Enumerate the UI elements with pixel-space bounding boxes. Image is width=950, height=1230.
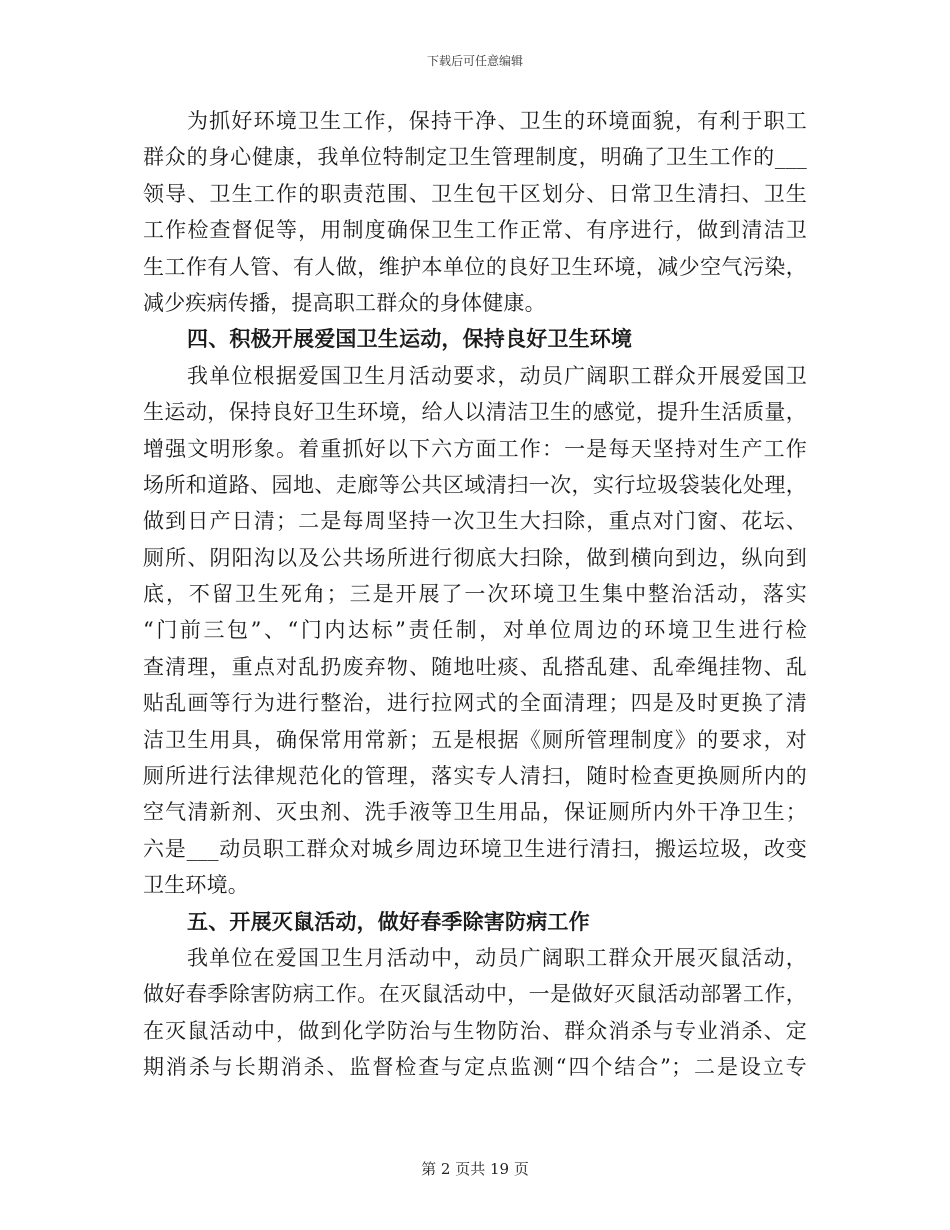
paragraph-line: 增强文明形象。着重抓好以下六方面工作：一是每天坚持对生产工作	[143, 436, 807, 461]
paragraph-line: 工作检查督促等，用制度确保卫生工作正常、有序进行，做到清洁卫	[143, 218, 807, 243]
paragraph-line: “门前三包”、“门内达标”责任制，对单位周边的环境卫生进行检	[143, 618, 807, 643]
paragraph-line: 六是___动员职工群众对城乡周边环境卫生进行清扫，搬运垃圾，改变	[143, 836, 807, 861]
paragraph-line: 底，不留卫生死角；三是开展了一次环境卫生集中整治活动，落实	[143, 582, 807, 607]
paragraph-line: 场所和道路、园地、走廊等公共区域清扫一次，实行垃圾袋装化处理，	[143, 472, 807, 497]
section-heading: 五、开展灭鼠活动，做好春季除害防病工作	[187, 908, 590, 934]
paragraph-first-line: 我单位根据爱国卫生月活动要求，动员广阔职工群众开展爱国卫	[187, 363, 807, 388]
paragraph-line: 贴乱画等行为进行整治，进行拉网式的全面清理；四是及时更换了清	[143, 691, 807, 716]
page-header: 下载后可任意编辑	[426, 54, 523, 68]
paragraph-line: 领导、卫生工作的职责范围、卫生包干区划分、日常卫生清扫、卫生	[143, 181, 807, 206]
paragraph-line: 洁卫生用具，确保常用常新；五是根据《厕所管理制度》的要求，对	[143, 727, 807, 752]
paragraph-line: 生运动，保持良好卫生环境，给人以清洁卫生的感觉，提升生活质量，	[143, 400, 807, 425]
paragraph-last-line: 卫生环境。	[143, 873, 249, 898]
section-heading: 四、积极开展爱国卫生运动，保持良好卫生环境	[187, 326, 633, 352]
paragraph-line: 生工作有人管、有人做，维护本单位的良好卫生环境，减少空气污染，	[143, 254, 807, 279]
paragraph-first-line: 我单位在爱国卫生月活动中，动员广阔职工群众开展灭鼠活动，	[187, 945, 807, 970]
document-body	[143, 103, 807, 1086]
paragraph-line: 做到日产日清；二是每周坚持一次卫生大扫除，重点对门窗、花坛、	[143, 509, 807, 534]
paragraph-line: 做好春季除害防病工作。在灭鼠活动中，一是做好灭鼠活动部署工作，	[143, 982, 807, 1007]
paragraph-last-line: 减少疾病传播，提高职工群众的身体健康。	[143, 290, 546, 315]
paragraph-line: 厕所进行法律规范化的管理，落实专人清扫，随时检查更换厕所内的	[143, 764, 807, 789]
paragraph-line: 厕所、阴阳沟以及公共场所进行彻底大扫除，做到横向到边，纵向到	[143, 545, 807, 570]
page-number-footer: 第 2 页共 19 页	[421, 1160, 529, 1178]
paragraph-line: 在灭鼠活动中，做到化学防治与生物防治、群众消杀与专业消杀、定	[143, 1018, 807, 1043]
paragraph-line: 群众的身心健康，我单位特制定卫生管理制度，明确了卫生工作的___	[143, 145, 807, 170]
paragraph-line: 空气清新剂、灭虫剂、洗手液等卫生用品，保证厕所内外干净卫生；	[143, 800, 807, 825]
paragraph-line: 期消杀与长期消杀、监督检查与定点监测“四个结合”；二是设立专	[143, 1055, 807, 1080]
paragraph-line: 查清理，重点对乱扔废弃物、随地吐痰、乱搭乱建、乱牵绳挂物、乱	[143, 654, 807, 679]
paragraph-first-line: 为抓好环境卫生工作，保持干净、卫生的环境面貌，有利于职工	[187, 109, 807, 133]
